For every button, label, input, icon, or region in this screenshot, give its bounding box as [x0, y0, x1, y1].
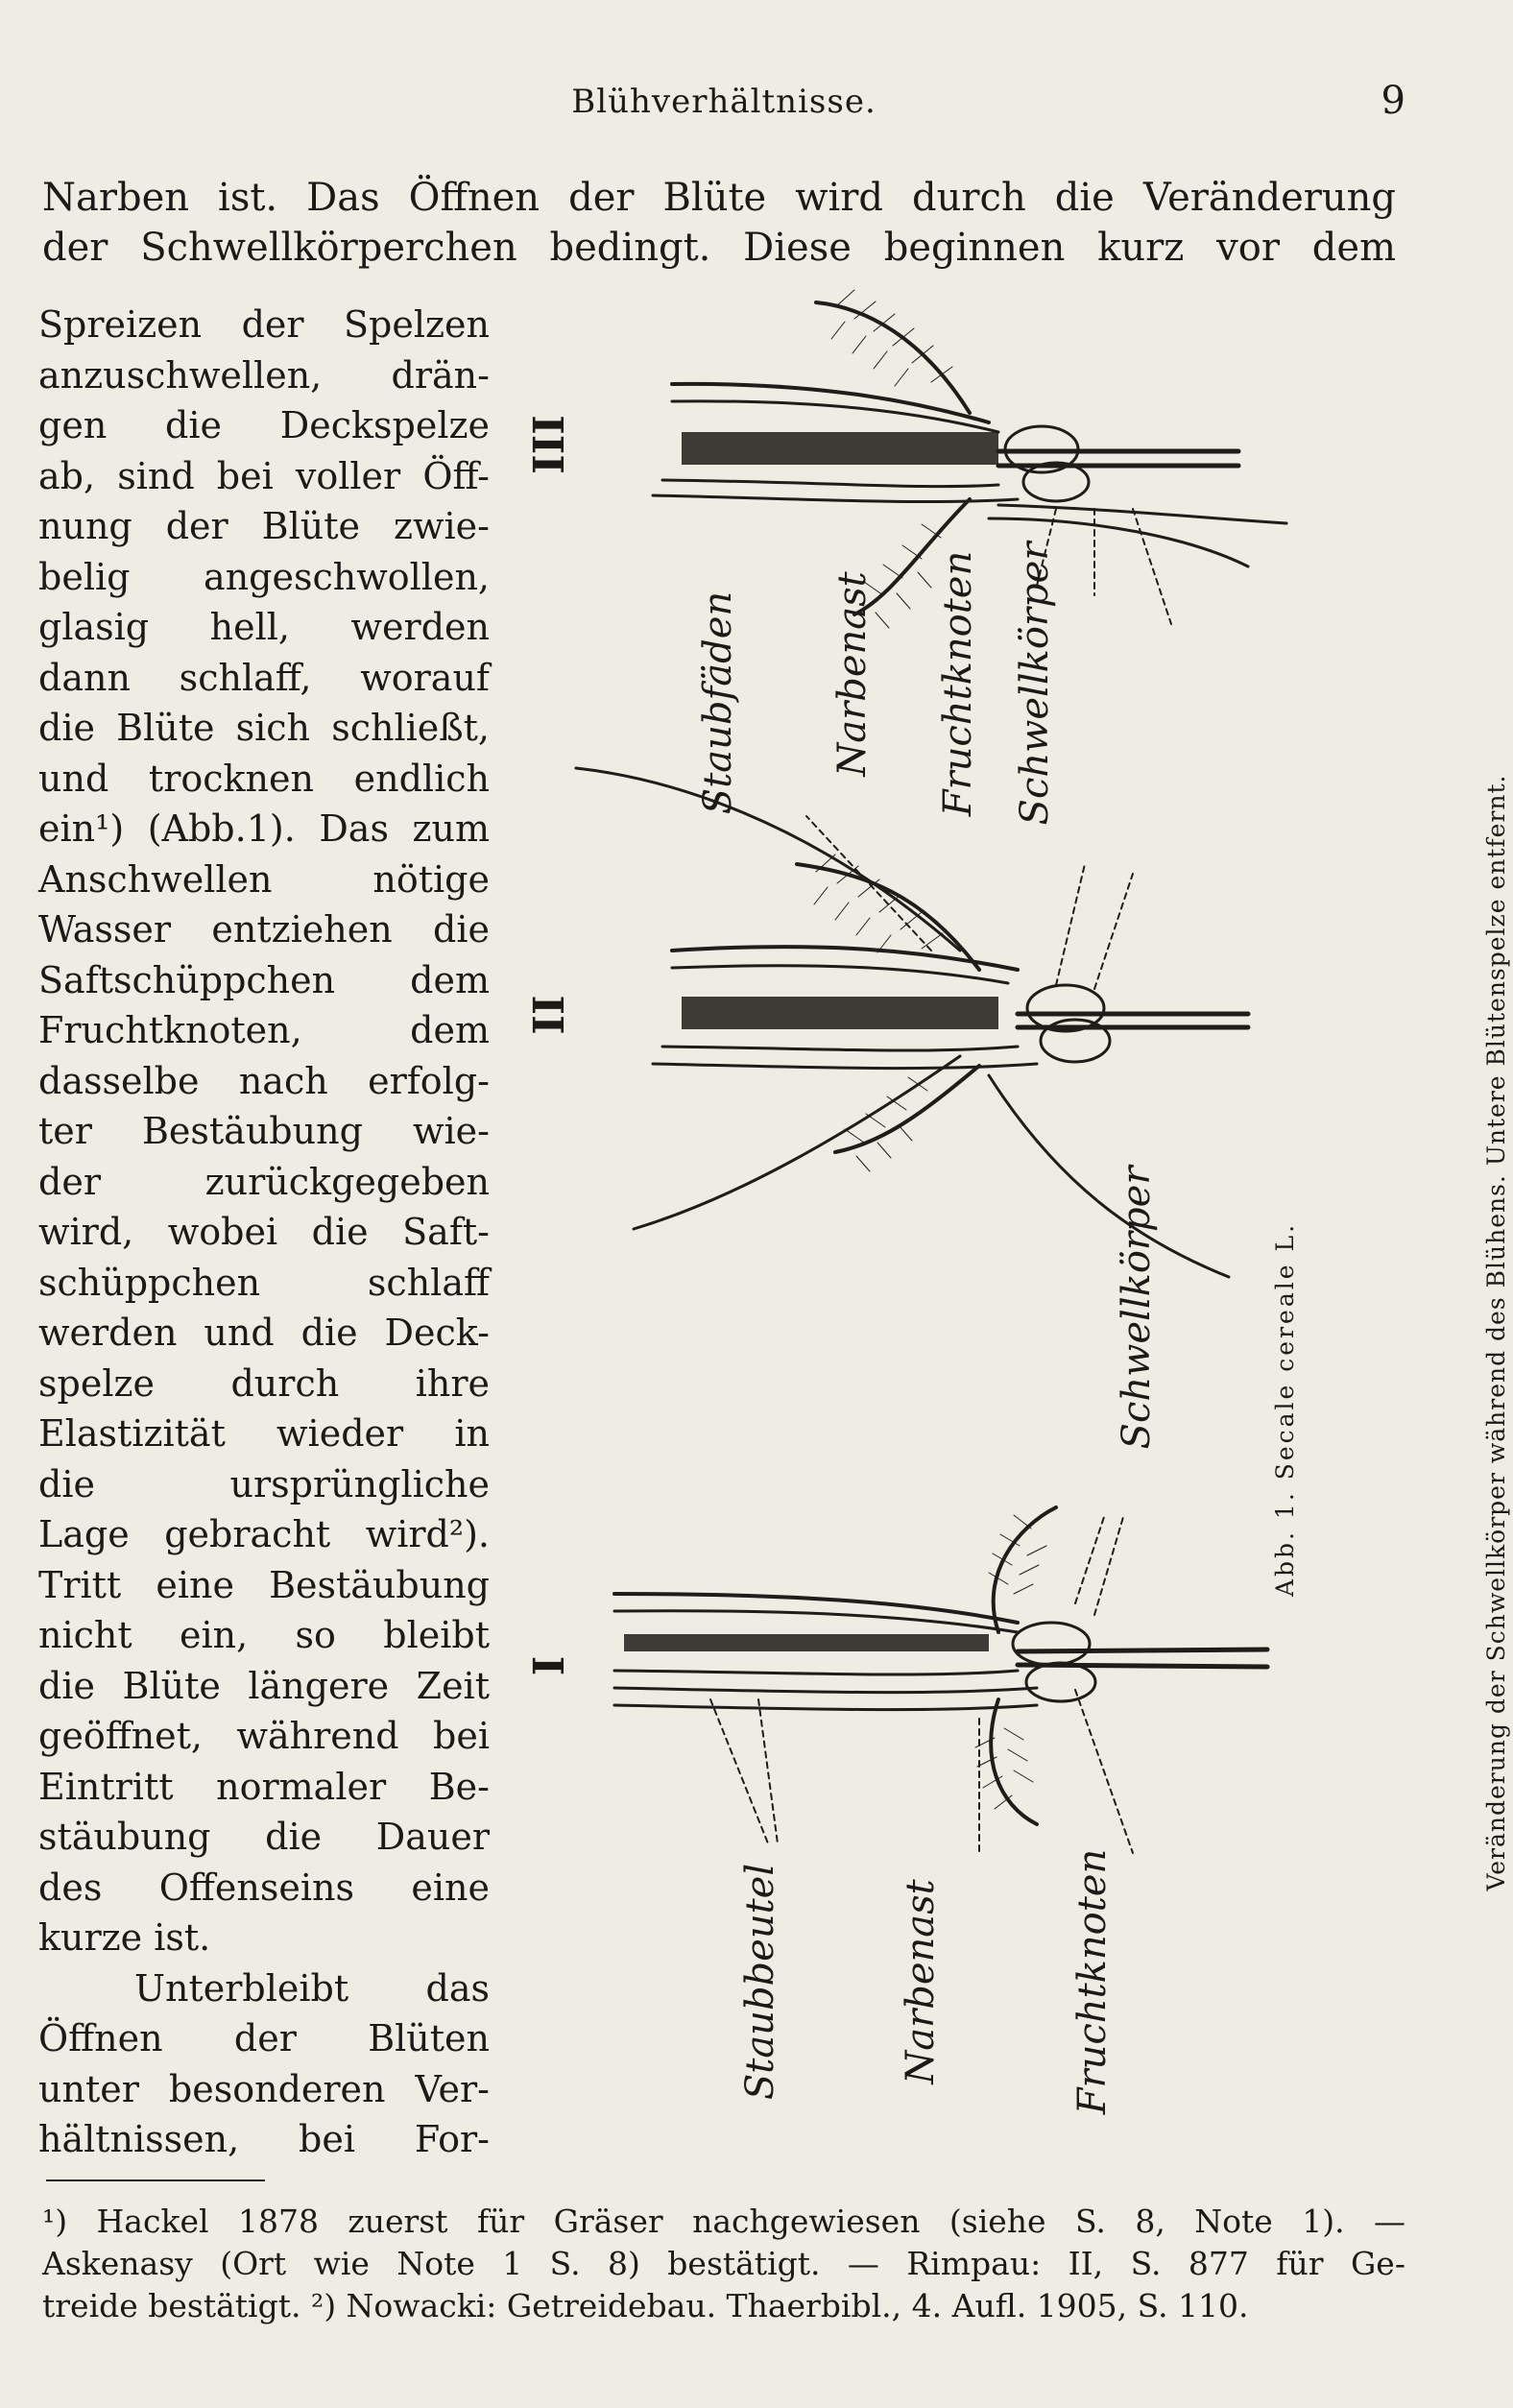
body-line: unter besonderen Ver-	[38, 2067, 490, 2110]
page-header	[42, 79, 1405, 131]
body-line: und trocknen endlich	[38, 757, 490, 800]
page-number: 9	[1381, 79, 1405, 123]
body-line: werden und die Deck-	[38, 1312, 490, 1354]
flower-stage-i	[614, 1507, 1267, 1853]
body-line: stäubung die Dauer	[38, 1816, 490, 1858]
body-line-full: Narben ist. Das Öffnen der Blüte wird durch die Veränderung	[42, 176, 1396, 220]
body-line: Saftschüppchen dem	[38, 958, 490, 1001]
body-line: belig angeschwollen,	[38, 555, 490, 598]
body-line: schüppchen schlaff	[38, 1261, 490, 1304]
body-line: Eintritt normaler Be-	[38, 1765, 490, 1808]
body-line: nicht ein, so bleibt	[38, 1614, 490, 1656]
body-line: Öffnen der Blüten	[38, 2017, 490, 2059]
body-line: die Blüte längere Zeit	[38, 1664, 490, 1707]
body-line: des Offenseins eine	[38, 1866, 490, 1909]
label-fruchtknoten-top: Fruchtknoten	[936, 550, 980, 817]
body-line: Anschwellen nötige	[38, 857, 490, 901]
body-line: Unterbleibt das	[134, 1966, 490, 2010]
body-line: die ursprüngliche	[38, 1462, 490, 1505]
body-line: die Blüte sich schließt,	[38, 707, 490, 749]
body-line: Lage gebracht wird²).	[38, 1513, 490, 1555]
footnote-line: ¹) Hackel 1878 zuerst für Gräser nachgewiesen (siehe S. 8, Note 1). —	[42, 2203, 1405, 2240]
body-line: gen die Deckspelze	[38, 404, 490, 446]
running-head: Blühverhältnisse.	[571, 83, 877, 121]
figure-secale-cereale	[518, 278, 1510, 2160]
figure-caption-description: Veränderung der Schwellkörper während des Blühens. Untere Blütenspelze entfernt.	[1482, 774, 1510, 1891]
body-line: dasselbe nach erfolg-	[38, 1059, 490, 1102]
body-line: der zurückgegeben	[38, 1160, 490, 1203]
body-line: Elastizität wieder in	[38, 1412, 490, 1455]
body-line: nung der Blüte zwie-	[38, 505, 490, 547]
stage-label-iii: III	[525, 415, 574, 474]
body-line: anzuschwellen, drän-	[38, 353, 490, 397]
stage-label-ii: II	[525, 995, 574, 1035]
body-line: ab, sind bei voller Öff-	[38, 454, 490, 497]
body-line-full: der Schwellkörperchen bedingt. Diese beginnen kurz vor dem	[42, 226, 1396, 270]
body-line: kurze ist.	[38, 1916, 211, 1959]
label-narbenast-top: Narbenast	[830, 571, 875, 777]
stage-label-i: I	[525, 1655, 574, 1676]
footnote-line: Askenasy (Ort wie Note 1 S. 8) bestätigt. — Rimpau: II, S. 877 für Ge-	[42, 2245, 1405, 2282]
body-line: glasig hell, werden	[38, 606, 490, 648]
body-line: Fruchtknoten, dem	[38, 1009, 490, 1051]
body-line: ter Bestäubung wie-	[38, 1110, 490, 1152]
figure-caption-title: Abb. 1. Secale cereale L.	[1271, 1221, 1299, 1598]
body-line: Tritt eine Bestäubung	[38, 1563, 490, 1606]
label-staubbeutel: Staubbeutel	[738, 1863, 782, 2101]
label-fruchtknoten-bottom: Fruchtknoten	[1070, 1848, 1115, 2115]
label-schwellkoerper-middle: Schwellkörper	[1115, 1166, 1159, 1450]
body-line: hältnissen, bei For-	[38, 2118, 490, 2160]
label-staubfaeden: Staubfäden	[696, 590, 740, 815]
body-line: Wasser entziehen die	[38, 908, 490, 951]
footnote-separator	[46, 2179, 265, 2181]
body-line: ein¹) (Abb.1). Das zum	[38, 807, 490, 850]
body-line: geöffnet, während bei	[38, 1715, 490, 1757]
body-line: Spreizen der Spelzen	[38, 303, 490, 346]
label-schwellkoerper-top: Schwellkörper	[1013, 542, 1057, 826]
footnote-line: treide bestätigt. ²) Nowacki: Getreidebau. Thaerbibl., 4. Aufl. 1905, S. 110.	[42, 2287, 1249, 2324]
body-line: spelze durch ihre	[38, 1361, 490, 1405]
label-narbenast-bottom: Narbenast	[899, 1879, 943, 2084]
body-line: dann schlaff, worauf	[38, 656, 490, 699]
text-column	[38, 300, 490, 2165]
body-line: wird, wobei die Saft-	[38, 1211, 490, 1253]
